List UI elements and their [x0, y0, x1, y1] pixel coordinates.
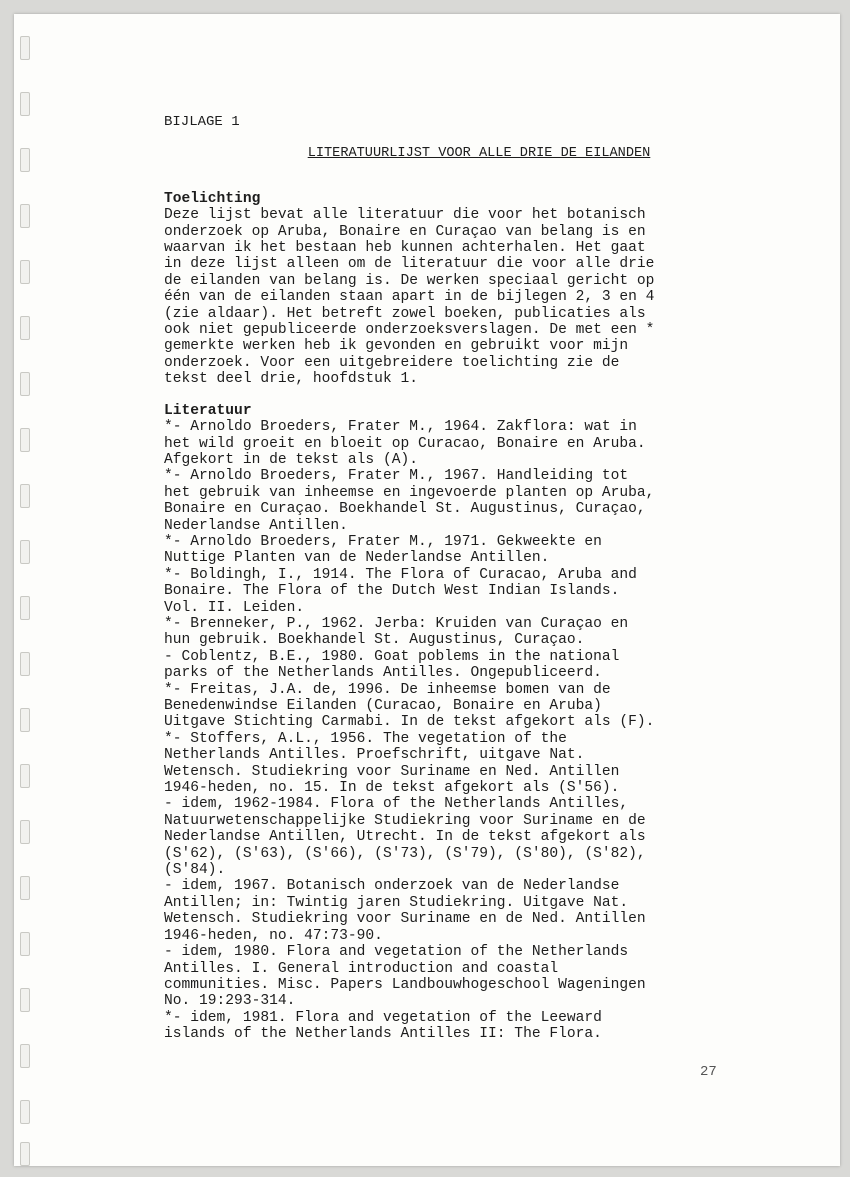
binder-hole [20, 316, 30, 340]
page-content [164, 114, 764, 1043]
binder-hole [20, 36, 30, 60]
binder-hole [20, 820, 30, 844]
page-number: 27 [700, 1064, 717, 1080]
literature-entry: *- Stoffers, A.L., 1956. The vegetation of the Netherlands Antilles. Proefschrift, uitgave Nat. Wetensch. Studiekring voor Suriname en Ned. Antillen 1946-heden, no. 15. In de tekst afgekort als (S'56). [164, 730, 620, 797]
appendix-label: BIJLAGE 1 [164, 114, 240, 130]
literature-entry: - Coblentz, B.E., 1980. Goat poblems in the national parks of the Netherlands Antilles. Ongepubliceerd. [164, 648, 620, 682]
literature-entry: *- Arnoldo Broeders, Frater M., 1967. Handleiding tot het gebruik van inheemse en ingevoerde planten op Aruba, Bonaire en Curaçao. Boekhandel St. Augustinus, Curaçao, Nederlandse Antillen. [164, 468, 655, 534]
literature-entry: *- Freitas, J.A. de, 1996. De inheemse bomen van de Benedenwindse Eilanden (Curacao, Bonaire en Aruba) Uitgave Stichting Carmabi. In de tekst afgekort als (F). [164, 681, 655, 731]
binder-hole [20, 652, 30, 676]
binder-hole [20, 1100, 30, 1124]
literature-list [164, 419, 764, 1042]
literature-entry: - idem, 1967. Botanisch onderzoek van de Nederlandse Antillen; in: Twintig jaren Studiekring. Uitgave Nat. Wetensch. Studiekring voor Suriname en de Ned. Antillen 1946-heden, no. 47:73-90. [164, 878, 646, 944]
literature-entry: - idem, 1962-1984. Flora of the Netherlands Antilles, Natuurwetenschappelijke Studiekring voor Suriname en de Nederlandse Antillen, Utrecht. In de tekst afgekort als (S'62), (S'63), (S'66), (S'73), (S'79), (S'80), (S'82), (S'84). [164, 796, 646, 879]
toelichting-text: Deze lijst bevat alle literatuur die voor het botanisch onderzoek op Aruba, Bonaire en Curaçao van belang is en waarvan ik het bestaan heb kunnen achterhalen. Het gaat in deze lijst alleen om de literatuur die voor alle drie de eilanden van belang is. De werken speciaal gericht op één van de eilanden staan apart in de bijlegen 2, 3 en 4 (zie aldaar). Het betreft zowel boeken, publicaties als ook niet gepubliceerde onderzoeksverslagen. De met een * gemerkte werken heb ik gevonden en gebruikt voor mijn onderzoek. Voor een uitgebreidere toelichting zie de tekst deel drie, hoofdstuk 1. [164, 207, 655, 388]
binder-hole [20, 484, 30, 508]
binder-holes [20, 24, 34, 1164]
binder-hole [20, 428, 30, 452]
binder-hole [20, 932, 30, 956]
binder-hole [20, 204, 30, 228]
literature-entry: *- Boldingh, I., 1914. The Flora of Curacao, Aruba and Bonaire. The Flora of the Dutch West Indian Islands. Vol. II. Leiden. [164, 566, 637, 616]
binder-hole [20, 596, 30, 620]
binder-hole [20, 988, 30, 1012]
literatuur-heading: Literatuur [164, 402, 252, 419]
binder-hole [20, 876, 30, 900]
binder-hole [20, 148, 30, 172]
literature-entry: - idem, 1980. Flora and vegetation of the Netherlands Antilles. I. General introduction and coastal communities. Misc. Papers Landbouwhogeschool Wageningen No. 19:293-314. [164, 944, 646, 1010]
literature-entry: *- Arnoldo Broeders, Frater M., 1964. Zakflora: wat in het wild groeit en bloeit op Curacao, Bonaire en Aruba. Afgekort in de tekst als (A). [164, 419, 646, 468]
binder-hole [20, 540, 30, 564]
binder-hole [20, 708, 30, 732]
literature-entry: *- idem, 1981. Flora and vegetation of the Leeward islands of the Netherlands Antilles II: The Flora. [164, 1009, 602, 1043]
binder-hole [20, 1044, 30, 1068]
binder-hole [20, 372, 30, 396]
binder-hole [20, 92, 30, 116]
document-page [14, 14, 840, 1166]
toelichting-heading: Toelichting [164, 190, 261, 207]
literature-entry: *- Arnoldo Broeders, Frater M., 1971. Gekweekte en Nuttige Planten van de Nederlandse Antillen. [164, 533, 602, 567]
binder-hole [20, 260, 30, 284]
binder-hole [20, 1142, 30, 1166]
literature-entry: *- Brenneker, P., 1962. Jerba: Kruiden van Curaçao en hun gebruik. Boekhandel St. Augustinus, Curaçao. [164, 615, 629, 649]
page-title: LITERATUURLIJST VOOR ALLE DRIE DE EILANDEN [307, 146, 651, 162]
binder-hole [20, 764, 30, 788]
